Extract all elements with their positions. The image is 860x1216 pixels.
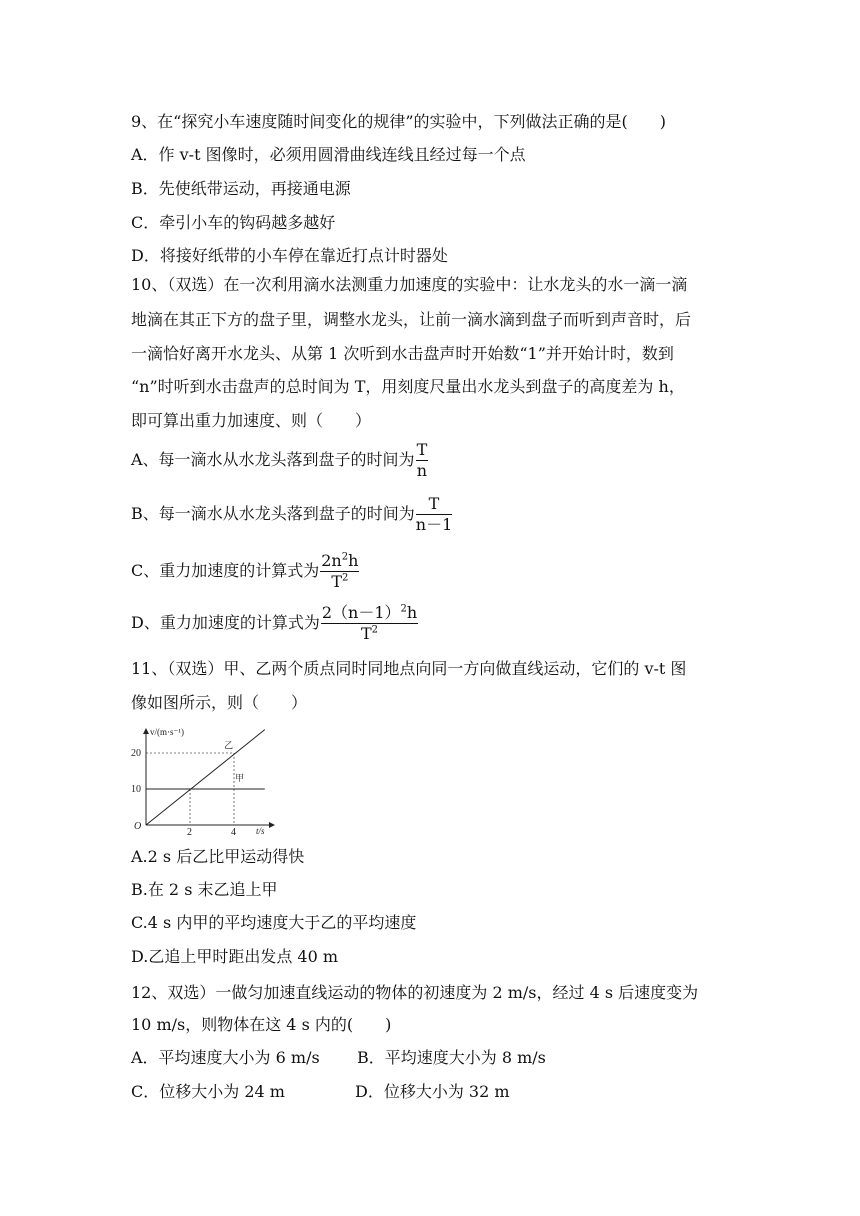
x-axis-label: t/s: [256, 826, 265, 836]
fraction-denominator: [321, 624, 418, 642]
x-tick-label-1: 4: [231, 827, 236, 837]
q11-stem-line-2: 像如图所示，则（ ）: [131, 693, 308, 712]
fraction-numerator: T: [416, 440, 428, 459]
tick-labels: [131, 748, 236, 837]
fraction-denominator: [320, 572, 359, 590]
q10-option-a: [131, 442, 428, 479]
denominator-part: T: [331, 572, 342, 591]
numerator-part: 2n: [321, 551, 342, 570]
series-lines: [146, 730, 265, 825]
q11-option-a: A.2 s 后乙比甲运动得快: [131, 847, 305, 866]
x-tick-label-0: 2: [187, 827, 192, 837]
series-label-yi: 乙: [224, 740, 234, 751]
origin-label: O: [134, 821, 142, 832]
q11-option-b: B.在 2 s 末乙追上甲: [131, 880, 278, 899]
q10-stem-line-2: 地滴在其正下方的盘子里，调整水龙头，让前一滴水滴到盘子而听到声音时，后: [131, 310, 692, 329]
q12-option-d: D．位移大小为 32 m: [355, 1082, 510, 1101]
q12-stem-line-2: 10 m/s，则物体在这 4 s 内的( ): [131, 1015, 392, 1034]
q10-stem-line-5: 即可算出重力加速度、则（ ）: [131, 411, 372, 430]
q10-option-d-text: D、重力加速度的计算式为: [131, 613, 320, 632]
q9-option-d: D．将接好纸带的小车停在靠近打点计时器处: [131, 246, 448, 265]
q9-option-a: A．作 v-t 图像时，必须用圆滑曲线连线且经过每一个点: [131, 145, 526, 164]
q10-stem-line-3: 一滴恰好离开水龙头、从第 1 次听到水击盘声时开始数“1”并开始计时，数到: [131, 344, 674, 363]
numerator-part: 2（n－1）: [321, 603, 401, 622]
exponent: 2: [400, 603, 407, 615]
y-axis-label: v/(m·s⁻¹): [150, 727, 184, 737]
q12-stem-line-1: 12、双选）一做匀加速直线运动的物体的初速度为 2 m/s，经过 4 s 后速度变为: [131, 983, 699, 1002]
q9-option-c: C．牵引小车的钩码越多越好: [131, 213, 336, 232]
numerator-part: h: [406, 603, 418, 622]
fraction-numerator: T: [416, 496, 453, 515]
q10-option-c-text: C、重力加速度的计算式为: [131, 561, 320, 580]
q10-stem-line-1: 10、（双选）在一次利用滴水法测重力加速度的实验中：让水龙头的水一滴一滴: [131, 275, 688, 294]
exponent: 2: [341, 551, 349, 563]
fraction: [320, 553, 359, 590]
exponent: 2: [341, 572, 349, 584]
q12-option-b: B．平均速度大小为 8 m/s: [357, 1048, 546, 1067]
y-tick-label-1: 20: [131, 748, 141, 759]
q10-stem-line-4: “n”时听到水击盘声的总时间为 T，用刻度尺量出水龙头到盘子的高度差为 h，: [131, 377, 685, 396]
exponent: 2: [371, 624, 379, 636]
series-line-1: [146, 730, 265, 825]
series-label-jia: 甲: [235, 773, 245, 784]
q10-option-b: [131, 496, 452, 533]
fraction-numerator: [320, 553, 359, 572]
fraction: [321, 605, 418, 642]
q10-option-c: [131, 553, 359, 590]
q12-option-a: A．平均速度大小为 6 m/s: [131, 1048, 320, 1067]
numerator-part: h: [348, 551, 359, 570]
q9-stem: 9、在“探究小车速度随时间变化的规律”的实验中，下列做法正确的是( ): [131, 112, 667, 131]
denominator-part: T: [361, 624, 372, 643]
q11-option-c: C.4 s 内甲的平均速度大于乙的平均速度: [131, 913, 417, 932]
q10-option-a-text: A、每一滴水从水龙头落到盘子的时间为: [131, 450, 415, 469]
q10-option-d: [131, 605, 418, 642]
vt-graph: [128, 725, 278, 837]
fraction: [416, 442, 429, 479]
q12-option-c: C．位移大小为 24 m: [131, 1082, 285, 1101]
q9-option-b: B．先使纸带运动，再接通电源: [131, 179, 351, 198]
q11-option-d: D.乙追上甲时距出发点 40 m: [131, 947, 339, 966]
fraction: [416, 496, 453, 533]
q11-stem-line-1: 11、（双选）甲、乙两个质点同时同地点向同一方向做直线运动，它们的 v-t 图: [131, 659, 687, 678]
fraction-denominator: n－1: [415, 515, 453, 534]
y-tick-label-0: 10: [131, 784, 141, 795]
fraction-denominator: n: [416, 461, 428, 480]
fraction-numerator: [321, 605, 418, 624]
q10-option-b-text: B、每一滴水从水龙头落到盘子的时间为: [131, 504, 415, 523]
